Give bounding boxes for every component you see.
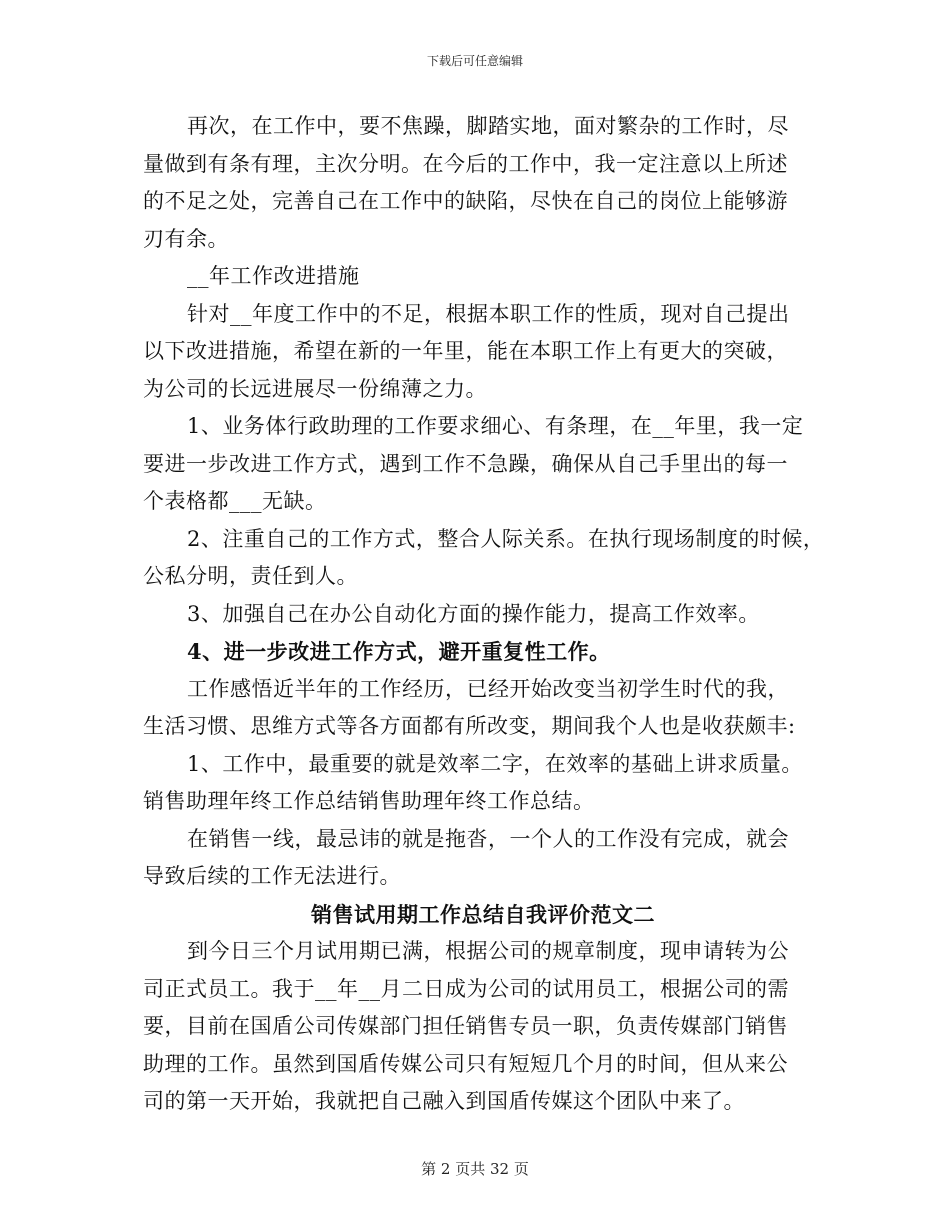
page-header: 下载后可任意编辑 [426,54,523,68]
paragraph-line: 销售助理年终工作总结销售助理年终工作总结。 [143,789,595,813]
paragraph-line: 的不足之处，完善自己在工作中的缺陷，尽快在自己的岗位上能够游 [143,189,788,213]
paragraph-line: 针对__年度工作中的不足，根据本职工作的性质，现对自己提出 [187,301,790,326]
paragraph-line: 助理的工作。虽然到国盾传媒公司只有短短几个月的时间，但从来公 [143,1051,788,1076]
paragraph-line: 要，目前在国盾公司传媒部门担任销售专员一职，负责传媒部门销售 [143,1014,788,1038]
paragraph-line: 个表格都___无缺。 [143,489,327,513]
paragraph-line: 以下改进措施，希望在新的一年里，能在本职工作上有更大的突破， [143,339,788,363]
paragraph-line: 工作感悟近半年的工作经历，已经开始改变当初学生时代的我， [187,676,789,701]
section-title: __年工作改进措施 [187,264,360,288]
paragraph-line: 司的第一天开始，我就把自己融入到国盾传媒这个团队中来了。 [143,1089,745,1113]
paragraph-line: 再次，在工作中，要不焦躁，脚踏实地，面对繁杂的工作时，尽 [187,114,789,138]
paragraph-line: 刃有余。 [143,226,229,251]
paragraph-line: 1、业务体行政助理的工作要求细心、有条理，在__年里，我一定 [187,414,804,438]
paragraph-line: 1、工作中，最重要的就是效率二字，在效率的基础上讲求质量。 [187,751,803,776]
page-footer: 第 2 页共 32 页 [421,1160,529,1178]
paragraph-line: 量做到有条有理，主次分明。在今后的工作中，我一定注意以上所述 [143,151,788,176]
document-body [143,108,825,1121]
paragraph-line: 为公司的长远进展尽一份绵薄之力。 [143,376,487,401]
section-heading: 销售试用期工作总结自我评价范文二 [311,901,655,927]
paragraph-line: 公私分明，责任到人。 [143,564,358,588]
bold-paragraph-line: 4、进一步改进工作方式，避开重复性工作。 [187,639,611,664]
paragraph-line: 司正式员工。我于__年__月二日成为公司的试用员工，根据公司的需 [143,976,789,1001]
paragraph-line: 到今日三个月试用期已满，根据公司的规章制度，现申请转为公 [187,939,789,963]
paragraph-line: 要进一步改进工作方式，遇到工作不急躁，确保从自己手里出的每一 [143,451,788,476]
paragraph-line: 2、注重自己的工作方式，整合人际关系。在执行现场制度的时候， [187,526,825,551]
paragraph-line: 3、加强自己在办公自动化方面的操作能力，提高工作效率。 [187,601,760,626]
paragraph-line: 导致后续的工作无法进行。 [143,864,401,888]
paragraph-line: 生活习惯、思维方式等各方面都有所改变，期间我个人也是收获颇丰: [143,714,796,738]
paragraph-line: 在销售一线，最忌讳的就是拖沓，一个人的工作没有完成，就会 [187,826,789,851]
